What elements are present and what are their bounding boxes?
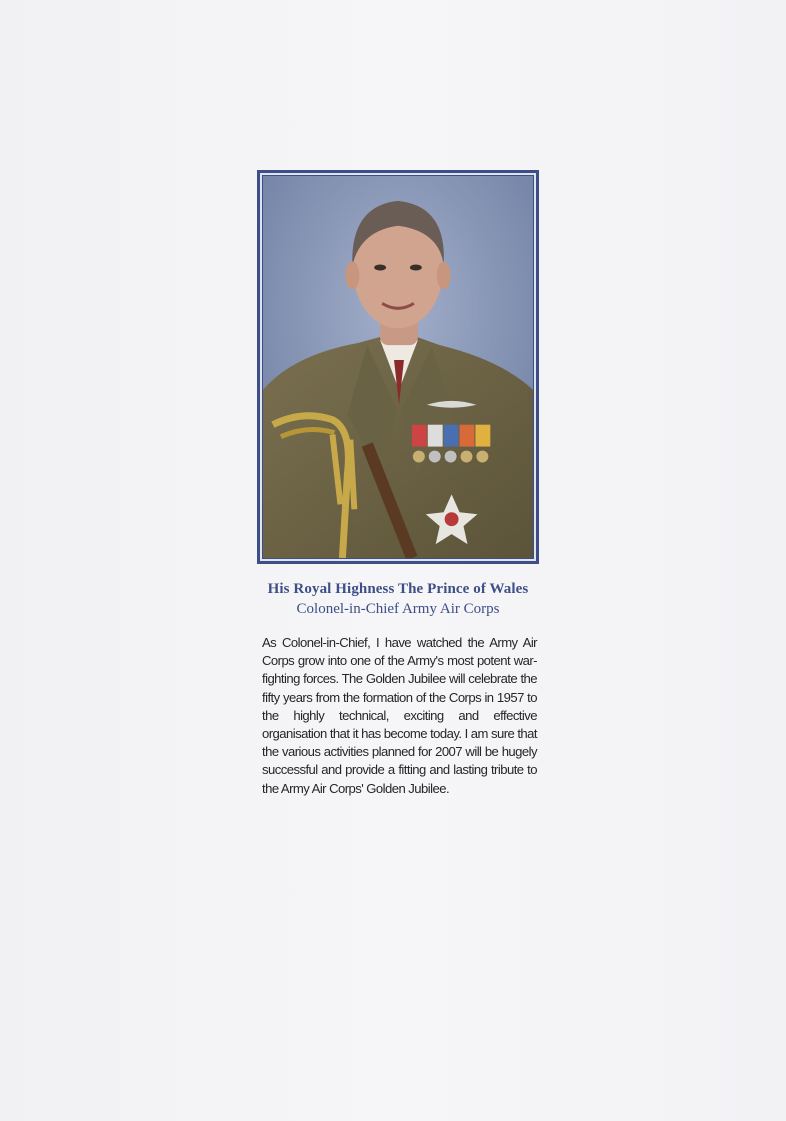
portrait-frame [257, 170, 539, 564]
caption-title: Colonel-in-Chief Army Air Corps [296, 601, 500, 617]
portrait-illustration [263, 176, 533, 558]
message-paragraph: As Colonel-in-Chief, I have watched the Army Air Corps grow into one of the Army's most potent war-fighting forces. The Golden Jubilee will celebrate the fifty years from the formation of the Corps in 1957 to the highly technical, exciting and effective organisation that it has become today. I am sure that the various activities planned for 2007 will be hugely successful and provide a fitting and lasting tribute to the Army Air Corps' Golden Jubilee. [262, 635, 537, 796]
portrait-photo [262, 175, 534, 559]
caption-name: His Royal Highness The Prince of Wales [267, 581, 529, 597]
